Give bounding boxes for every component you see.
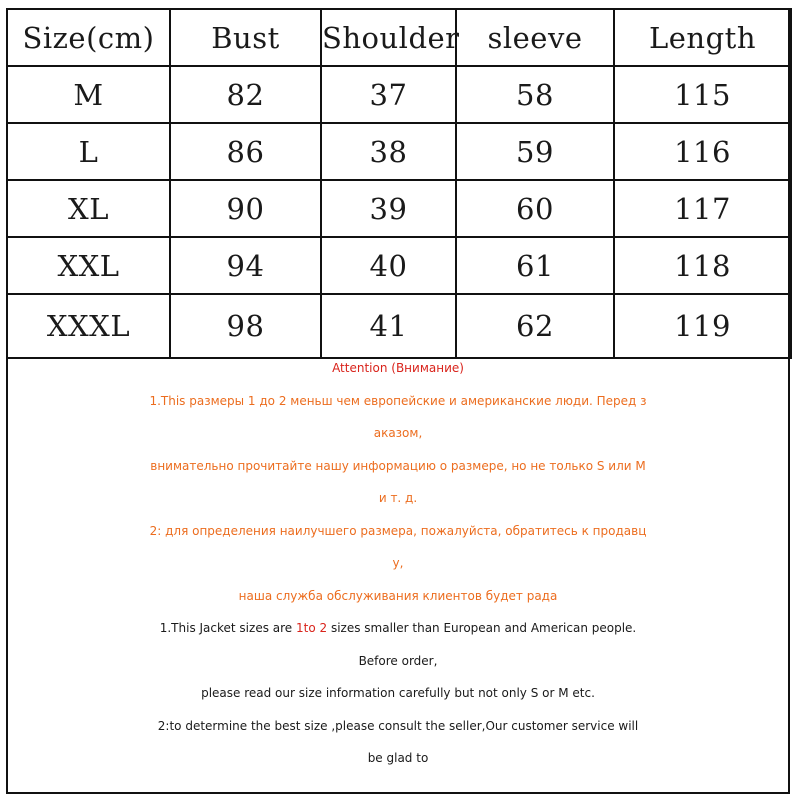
table-cell: 119 — [614, 294, 791, 358]
table-cell: 38 — [321, 123, 456, 180]
table-cell: 37 — [321, 66, 456, 123]
table-row — [7, 180, 791, 237]
en-note-line: Before order, — [358, 653, 438, 668]
ru-note-line: и т. д. — [378, 491, 418, 505]
header-cell-bust: Bust — [170, 9, 321, 66]
ru-note-line: 1.This размеры 1 до 2 меньш чем европейские и американские люди. Перед з — [149, 393, 647, 408]
en-note-suffix: sizes smaller than European and American people. — [327, 621, 637, 635]
ru-note-line: 2: для определения наилучшего размера, пожалуйста, обратитесь к продавц — [149, 523, 647, 538]
header-cell-shoulder: Shoulder — [321, 9, 456, 66]
table-cell: 58 — [456, 66, 614, 123]
size-notes — [8, 352, 788, 775]
table-cell: XXXL — [7, 294, 170, 358]
ru-note-line: у, — [392, 556, 404, 570]
table-cell: 118 — [614, 237, 791, 294]
en-note-line: 2:to determine the best size ,please consult the seller,Our customer service will — [157, 718, 639, 733]
table-cell: 39 — [321, 180, 456, 237]
table-cell: 40 — [321, 237, 456, 294]
table-cell: 62 — [456, 294, 614, 358]
size-chart-table — [6, 8, 792, 359]
table-cell: 59 — [456, 123, 614, 180]
table-cell: 94 — [170, 237, 321, 294]
table-cell: 61 — [456, 237, 614, 294]
table-cell: 98 — [170, 294, 321, 358]
header-cell-sleeve: sleeve — [456, 9, 614, 66]
table-cell: 115 — [614, 66, 791, 123]
header-cell-size: Size(cm) — [7, 9, 170, 66]
table-cell: 117 — [614, 180, 791, 237]
ru-note-line: аказом, — [373, 426, 423, 440]
en-note-highlight: 1to 2 — [296, 621, 328, 635]
table-cell: 90 — [170, 180, 321, 237]
table-cell: M — [7, 66, 170, 123]
table-header-row — [7, 9, 791, 66]
table-cell: 41 — [321, 294, 456, 358]
en-note-line: be glad to — [367, 751, 429, 765]
table-cell: XXL — [7, 237, 170, 294]
table-row — [7, 66, 791, 123]
table-cell: 60 — [456, 180, 614, 237]
en-note-line-1 — [8, 612, 788, 645]
en-note-prefix: 1.This Jacket sizes are — [159, 621, 296, 635]
ru-note-line: внимательно прочитайте нашу информацию о размере, но не только S или M — [150, 458, 646, 473]
table-cell: 86 — [170, 123, 321, 180]
en-note-line: please read our size information carefully but not only S or M etc. — [201, 686, 595, 700]
table-cell: 82 — [170, 66, 321, 123]
table-cell: XL — [7, 180, 170, 237]
attention-title: Attention (Внимание) — [332, 361, 464, 375]
header-cell-length: Length — [614, 9, 791, 66]
table-row — [7, 237, 791, 294]
table-row — [7, 123, 791, 180]
table-row — [7, 294, 791, 358]
ru-note-line: наша служба обслуживания клиентов будет рада — [238, 588, 558, 603]
table-cell: L — [7, 123, 170, 180]
table-cell: 116 — [614, 123, 791, 180]
